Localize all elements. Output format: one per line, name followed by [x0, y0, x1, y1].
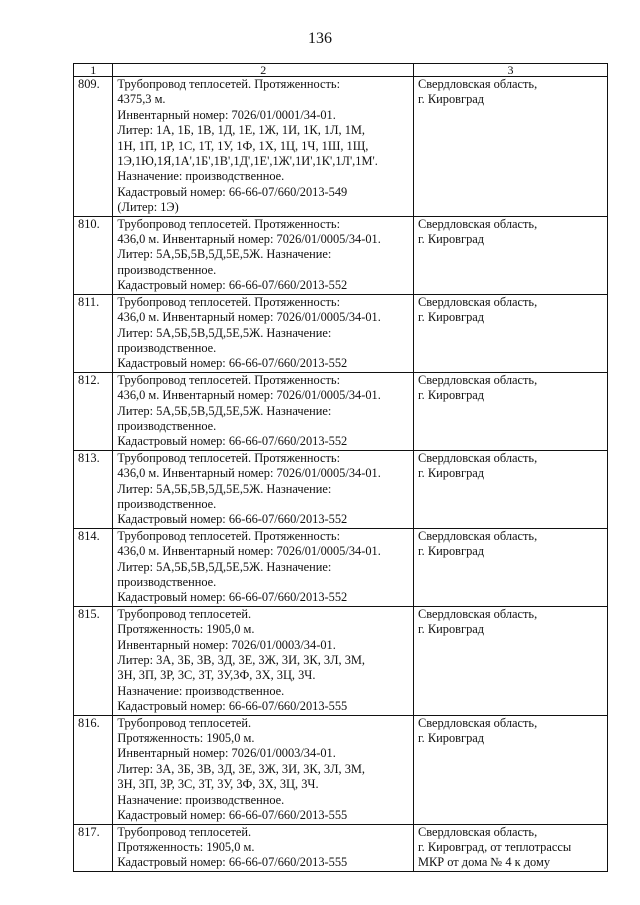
row-location — [413, 824, 607, 871]
location-line: Свердловская область, — [417, 294, 538, 309]
table-row — [74, 294, 608, 372]
row-number: 813. — [74, 450, 113, 528]
row-number: 809. — [74, 77, 113, 217]
description-line: Инвентарный номер: 7026/01/0001/34-01. — [117, 107, 336, 122]
row-description — [113, 528, 414, 606]
description-line: 436,0 м. Инвентарный номер: 7026/01/0005/34-01. — [117, 310, 381, 325]
row-location — [413, 450, 607, 528]
description-line: Протяженность: 1905,0 м. — [117, 731, 255, 746]
description-line: 1Н, 1П, 1Р, 1С, 1Т, 1У, 1Ф, 1Х, 1Ц, 1Ч, 1Ш, 1Щ, — [117, 138, 369, 153]
row-number: 817. — [74, 824, 113, 871]
description-line: Кадастровый номер: 66-66-07/660/2013-552 — [117, 590, 348, 605]
description-line: 436,0 м. Инвентарный номер: 7026/01/0005/34-01. — [117, 466, 381, 481]
row-number: 812. — [74, 372, 113, 450]
description-line: Кадастровый номер: 66-66-07/660/2013-552 — [117, 512, 348, 527]
location-line: г. Кировград — [417, 92, 485, 107]
table-row — [74, 216, 608, 294]
location-line: г. Кировград — [417, 310, 485, 325]
description-line: Протяженность: 1905,0 м. — [117, 839, 255, 854]
row-description — [113, 294, 414, 372]
location-line: Свердловская область, — [417, 216, 538, 231]
location-line: г. Кировград — [417, 544, 485, 559]
description-line: Литер: 5А,5Б,5В,5Д,5Е,5Ж. Назначение: — [117, 325, 332, 340]
row-description — [113, 216, 414, 294]
description-line: Инвентарный номер: 7026/01/0003/34-01. — [117, 746, 336, 761]
description-line: Трубопровод теплосетей. Протяженность: — [117, 216, 341, 231]
description-line: производственное. — [117, 340, 217, 355]
description-line: производственное. — [117, 496, 217, 511]
description-line: производственное. — [117, 418, 217, 433]
description-line: 3Н, 3П, 3Р, 3С, 3Т, 3У, 3Ф, 3Х, 3Ц, 3Ч. — [117, 777, 319, 792]
location-line: г. Кировград, от теплотрассы — [417, 839, 572, 854]
description-line: Кадастровый номер: 66-66-07/660/2013-552 — [117, 434, 348, 449]
description-line: Трубопровод теплосетей. Протяженность: — [117, 294, 341, 309]
location-line: МКР от дома № 4 к дому — [417, 855, 551, 870]
description-line: 436,0 м. Инвентарный номер: 7026/01/0005/34-01. — [117, 232, 381, 247]
column-header-description: 2 — [113, 64, 414, 77]
location-line: Свердловская область, — [417, 715, 538, 730]
table-row — [74, 606, 608, 715]
description-line: Назначение: производственное. — [117, 683, 285, 698]
row-description — [113, 824, 414, 871]
row-location — [413, 528, 607, 606]
register-table — [73, 63, 608, 872]
description-line: Назначение: производственное. — [117, 169, 285, 184]
table-row — [74, 715, 608, 824]
location-line: г. Кировград — [417, 731, 485, 746]
description-line: Кадастровый номер: 66-66-07/660/2013-552 — [117, 278, 348, 293]
table-row — [74, 528, 608, 606]
row-location — [413, 715, 607, 824]
description-line: Литер: 5А,5Б,5В,5Д,5Е,5Ж. Назначение: — [117, 481, 332, 496]
description-line: Трубопровод теплосетей. Протяженность: — [117, 450, 341, 465]
description-line: производственное. — [117, 262, 217, 277]
description-line: Трубопровод теплосетей. Протяженность: — [117, 77, 341, 91]
row-number: 814. — [74, 528, 113, 606]
location-line: Свердловская область, — [417, 77, 538, 91]
description-line: 1Э,1Ю,1Я,1А',1Б',1В',1Д',1Е',1Ж',1И',1К',1Л',1М'. — [117, 154, 378, 169]
description-line: Трубопровод теплосетей. — [117, 824, 252, 839]
description-line: Трубопровод теплосетей. Протяженность: — [117, 372, 341, 387]
row-description — [113, 606, 414, 715]
location-line: Свердловская область, — [417, 824, 538, 839]
description-line: 4375,3 м. — [117, 92, 166, 107]
description-line: Литер: 5А,5Б,5В,5Д,5Е,5Ж. Назначение: — [117, 403, 332, 418]
header-row — [74, 64, 608, 77]
description-line: Кадастровый номер: 66-66-07/660/2013-555 — [117, 808, 348, 823]
table-row — [74, 372, 608, 450]
description-line: производственное. — [117, 575, 217, 589]
location-line: Свердловская область, — [417, 450, 538, 465]
description-line: Литер: 5А,5Б,5В,5Д,5Е,5Ж. Назначение: — [117, 247, 332, 262]
description-line: Кадастровый номер: 66-66-07/660/2013-552 — [117, 356, 348, 371]
row-number: 811. — [74, 294, 113, 372]
description-line: Назначение: производственное. — [117, 792, 285, 807]
location-line: г. Кировград — [417, 388, 485, 403]
description-line: Трубопровод теплосетей. — [117, 606, 252, 621]
description-line: 436,0 м. Инвентарный номер: 7026/01/0005/34-01. — [117, 388, 381, 403]
description-line: Кадастровый номер: 66-66-07/660/2013-555 — [117, 699, 348, 714]
row-location — [413, 216, 607, 294]
row-description — [113, 715, 414, 824]
description-line: (Литер: 1Э) — [117, 200, 179, 215]
page-number: 136 — [308, 30, 332, 47]
table-row — [74, 77, 608, 217]
row-location — [413, 606, 607, 715]
description-line: Литер: 5А,5Б,5В,5Д,5Е,5Ж. Назначение: — [117, 559, 332, 574]
row-number: 816. — [74, 715, 113, 824]
row-location — [413, 372, 607, 450]
location-line: г. Кировград — [417, 232, 485, 247]
description-line: Инвентарный номер: 7026/01/0003/34-01. — [117, 637, 336, 652]
location-line: Свердловская область, — [417, 528, 538, 543]
description-line: Трубопровод теплосетей. — [117, 715, 252, 730]
location-line: Свердловская область, — [417, 606, 538, 621]
location-line: Свердловская область, — [417, 372, 538, 387]
column-header-location: 3 — [413, 64, 607, 77]
row-description — [113, 372, 414, 450]
row-description — [113, 77, 414, 217]
location-line: г. Кировград — [417, 622, 485, 637]
description-line: Протяженность: 1905,0 м. — [117, 622, 255, 637]
description-line: 3Н, 3П, 3Р, 3С, 3Т, 3У,3Ф, 3Х, 3Ц, 3Ч. — [117, 668, 316, 683]
description-line: Кадастровый номер: 66-66-07/660/2013-549 — [117, 184, 348, 199]
description-line: Кадастровый номер: 66-66-07/660/2013-555 — [117, 855, 348, 870]
description-line: Литер: 3А, 3Б, 3В, 3Д, 3Е, 3Ж, 3И, 3К, 3Л, 3М, — [117, 761, 365, 776]
description-line: 436,0 м. Инвентарный номер: 7026/01/0005/34-01. — [117, 544, 381, 559]
description-line: Литер: 1А, 1Б, 1В, 1Д, 1Е, 1Ж, 1И, 1К, 1Л, 1М, — [117, 123, 365, 138]
row-location — [413, 77, 607, 217]
description-line: Литер: 3А, 3Б, 3В, 3Д, 3Е, 3Ж, 3И, 3К, 3Л, 3М, — [117, 653, 365, 668]
table-row — [74, 824, 608, 871]
row-number: 810. — [74, 216, 113, 294]
table-row — [74, 450, 608, 528]
location-line: г. Кировград — [417, 466, 485, 481]
column-header-number: 1 — [74, 64, 113, 77]
row-description — [113, 450, 414, 528]
description-line: Трубопровод теплосетей. Протяженность: — [117, 528, 341, 543]
row-number: 815. — [74, 606, 113, 715]
row-location — [413, 294, 607, 372]
